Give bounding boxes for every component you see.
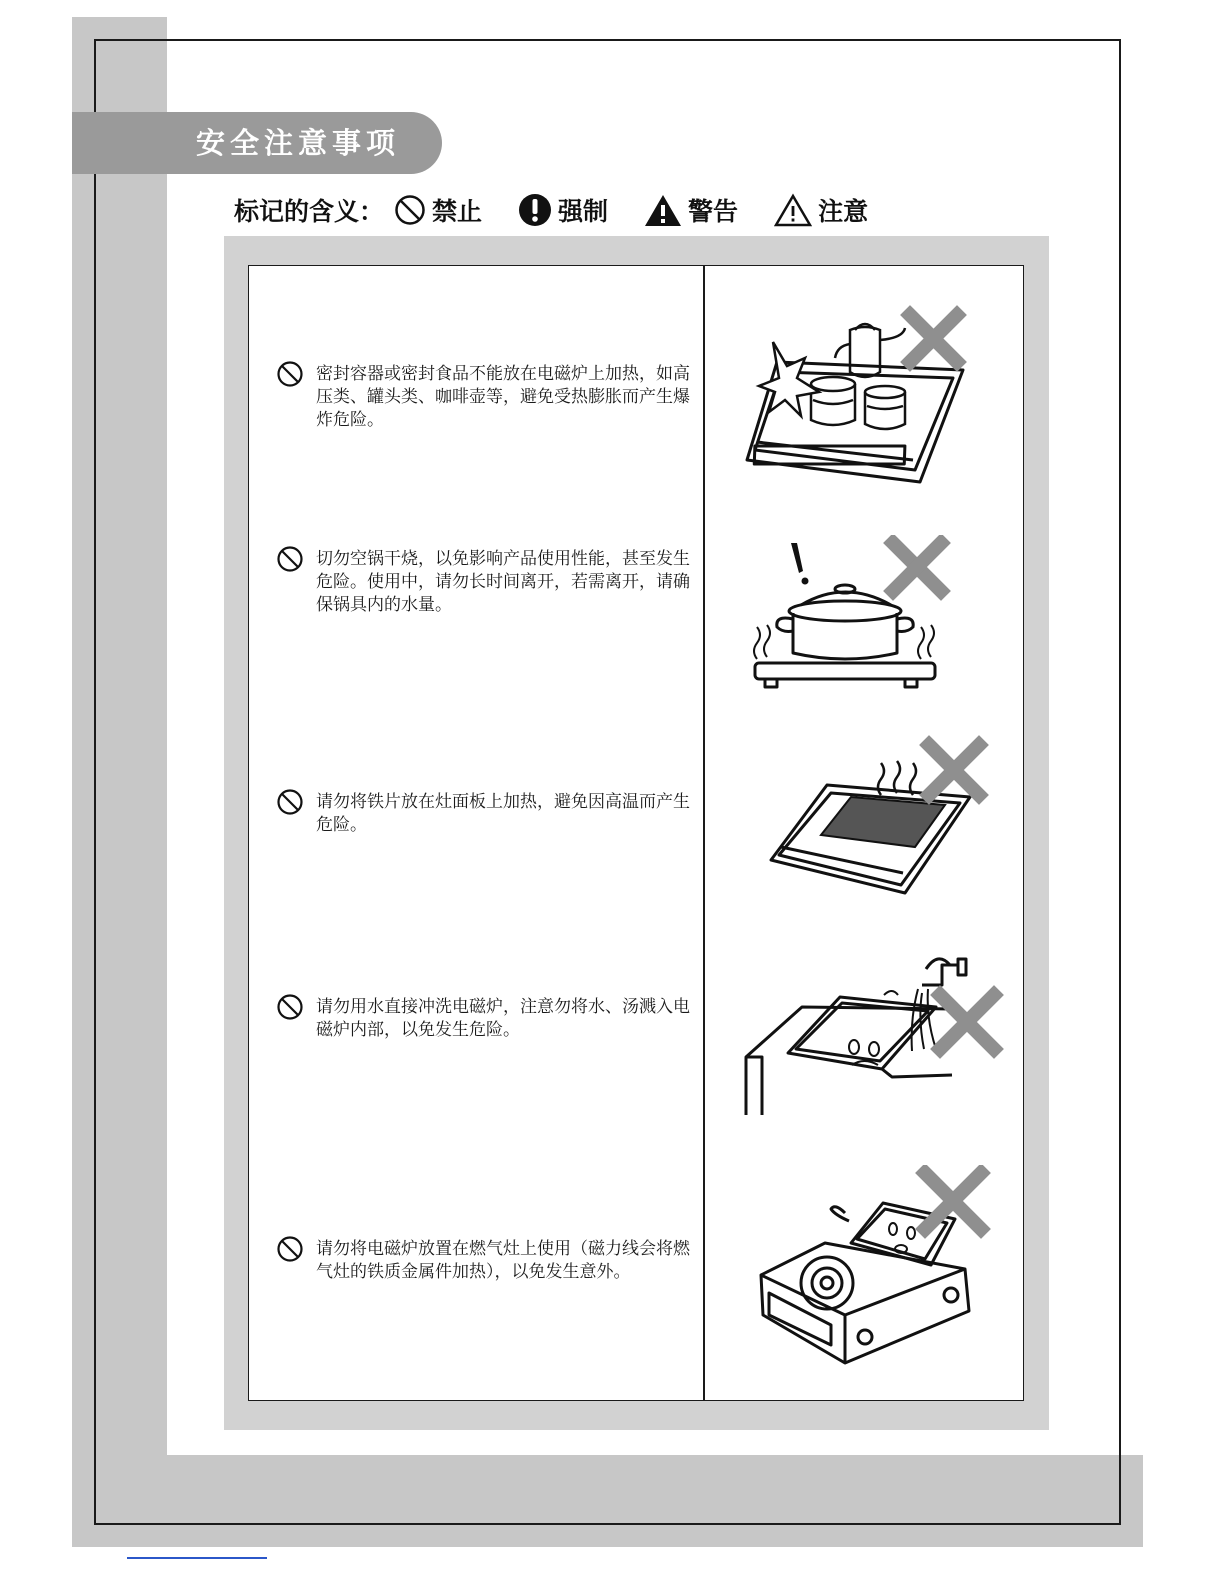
legend-text-mandatory: 强制 (558, 197, 609, 226)
rule-item (276, 996, 696, 1042)
legend-text-prohibited: 禁止 (432, 197, 483, 226)
rule-item (276, 548, 696, 617)
prohibited-icon (276, 993, 304, 1021)
warning-filled-icon (644, 193, 682, 227)
prohibited-icon (276, 1235, 304, 1263)
rule-text: 请勿将铁片放在灶面板上加热，避免因高温而产生危险。 (316, 792, 690, 835)
footer-rule (127, 1557, 267, 1559)
rule-text: 请勿用水直接冲洗电磁炉，注意勿将水、汤溅入电磁炉内部，以免发生危险。 (316, 997, 690, 1040)
rule-text: 密封容器或密封食品不能放在电磁炉上加热，如高压类、罐头类、咖啡壶等，避免受热膨胀而产生爆炸危险。 (316, 364, 690, 430)
mandatory-icon (518, 193, 552, 227)
legend-item-prohibited (394, 192, 482, 228)
illustration-iron-plate (765, 735, 995, 905)
illustration-washing-cooktop (742, 945, 1007, 1120)
illustration-empty-pot (745, 535, 955, 695)
prohibited-icon (276, 360, 304, 388)
legend-label: 标记的含义： (234, 197, 385, 226)
page-title: 安全注意事项 (196, 126, 401, 160)
illustration-cooktop-on-gas-stove (755, 1165, 1000, 1370)
symbol-legend (234, 188, 904, 232)
illustration-sealed-containers (735, 300, 985, 495)
caution-outline-icon (774, 193, 812, 227)
rule-item (276, 791, 696, 837)
legend-item-mandatory (518, 192, 608, 228)
prohibited-icon (276, 788, 304, 816)
prohibited-icon (276, 545, 304, 573)
rule-item (276, 1238, 696, 1284)
column-divider (703, 265, 705, 1401)
legend-text-caution: 注意 (818, 197, 869, 226)
legend-text-warning: 警告 (688, 197, 739, 226)
section-title-tab (72, 112, 442, 174)
legend-item-caution (774, 192, 868, 228)
rule-text: 切勿空锅干烧，以免影响产品使用性能，甚至发生危险。使用中，请勿长时间离开，若需离开，请确保锅具内的水量。 (316, 549, 690, 615)
legend-item-warning (644, 192, 738, 228)
prohibited-icon (394, 194, 426, 226)
rule-text: 请勿将电磁炉放置在燃气灶上使用（磁力线会将燃气灶的铁质金属件加热），以免发生意外。 (316, 1239, 690, 1282)
rule-item (276, 363, 696, 432)
